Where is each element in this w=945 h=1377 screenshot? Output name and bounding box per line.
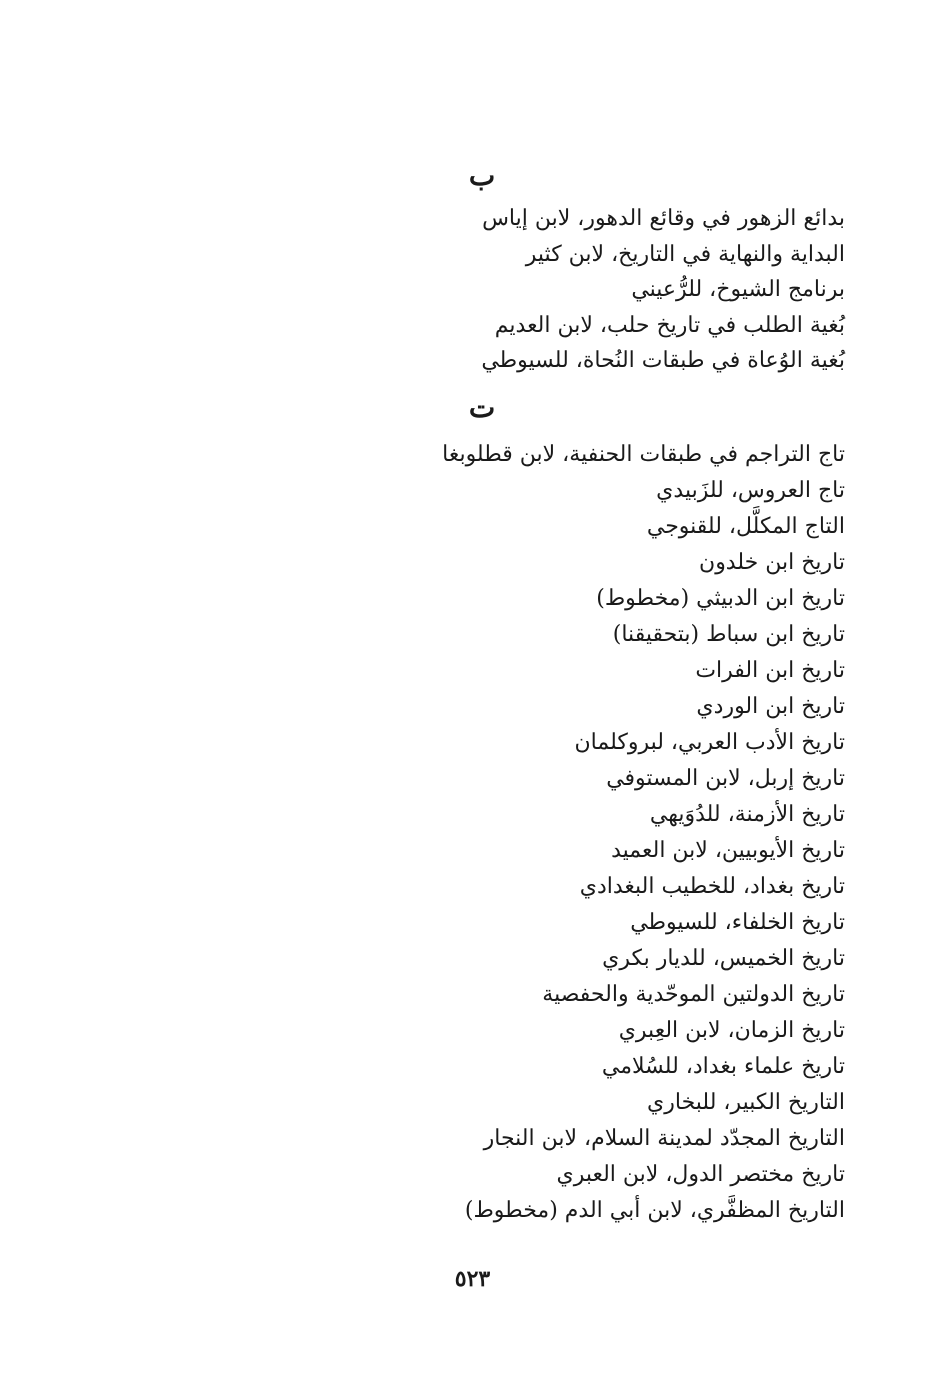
list-item: التاج المكلَّل، للقنوجي <box>646 514 845 539</box>
list-item: تاريخ ابن خلدون <box>699 550 845 575</box>
list-item: بُغية الطلب في تاريخ حلب، لابن العديم <box>494 312 845 338</box>
list-item: التاريخ المظفَّري، لابن أبي الدم (مخطوط) <box>464 1198 845 1223</box>
list-item: التاريخ الكبير، للبخاري <box>647 1090 845 1115</box>
list-item: تاريخ ابن الفرات <box>695 658 845 683</box>
list-item: البداية والنهاية في التاريخ، لابن كثير <box>525 241 845 267</box>
section-letter-ba: ب <box>468 159 496 192</box>
list-item: تاريخ الخلفاء، للسيوطي <box>630 910 845 935</box>
list-item: تاريخ الأدب العربي، لبروكلمان <box>574 730 845 755</box>
list-item: تاريخ الخميس، للديار بكري <box>602 946 845 971</box>
list-item: تاج التراجم في طبقات الحنفية، لابن قطلوبغا <box>442 442 845 467</box>
section-letter-ta: ت <box>468 391 496 424</box>
list-item: تاريخ إربل، لابن المستوفي <box>606 766 845 791</box>
list-item: تاريخ ابن الوردي <box>696 694 845 719</box>
list-item: برنامج الشيوخ، للرُّعيني <box>631 277 845 302</box>
list-item: تاريخ الزمان، لابن العِبري <box>618 1018 845 1043</box>
list-item: تاريخ ابن الدبيثي (مخطوط) <box>596 586 845 611</box>
list-item: بُغية الوُعاة في طبقات النُحاة، للسيوطي <box>481 348 845 373</box>
list-item: تاريخ بغداد، للخطيب البغدادي <box>579 874 845 899</box>
page-number: ٥٢٣ <box>454 1266 491 1292</box>
list-item: تاريخ الدولتين الموحّدية والحفصية <box>542 982 845 1007</box>
list-item: تاريخ ابن سباط (بتحقيقنا) <box>612 622 845 647</box>
list-item: تاريخ الأزمنة، للدُوَيهي <box>649 802 845 827</box>
entry-list-ba <box>445 201 845 379</box>
list-item: بدائع الزهور في وقائع الدهور، لابن إياس <box>482 206 845 231</box>
list-item: تاريخ مختصر الدول، لابن العبري <box>556 1162 845 1187</box>
list-item: التاريخ المجدّد لمدينة السلام، لابن النجار <box>483 1126 845 1151</box>
entry-list-ta <box>442 437 845 1229</box>
list-item: تاريخ علماء بغداد، للسُلامي <box>601 1054 845 1079</box>
list-item: تاريخ الأيوبيين، لابن العميد <box>611 838 845 863</box>
list-item: تاج العروس، للزَبيدي <box>656 478 845 503</box>
